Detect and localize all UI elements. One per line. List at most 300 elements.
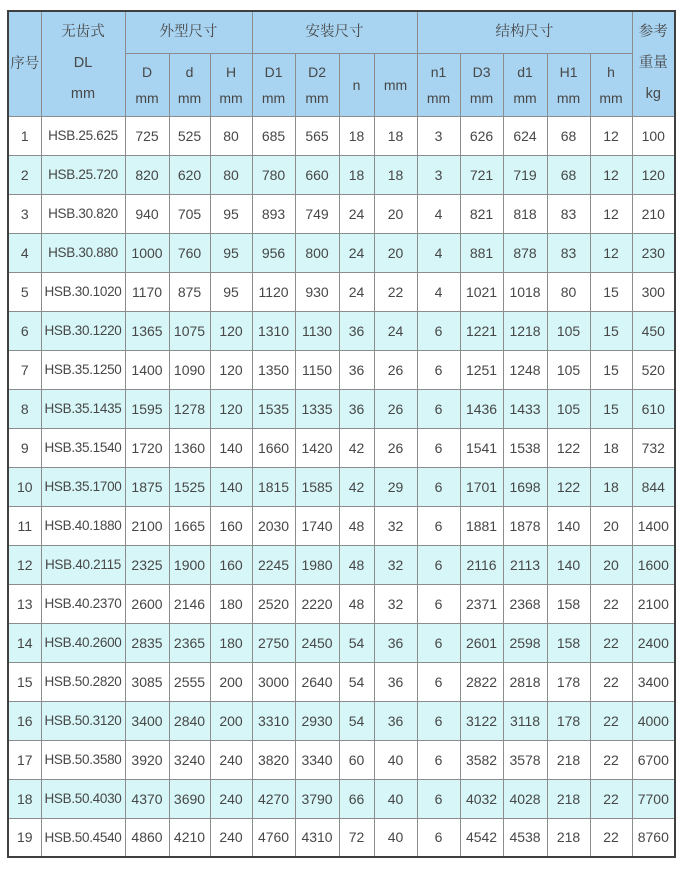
model-cell: HSB.50.4540 bbox=[41, 818, 125, 857]
value-cell: 1740 bbox=[295, 506, 339, 545]
value-cell: 32 bbox=[374, 584, 417, 623]
value-cell: 24 bbox=[339, 233, 374, 272]
value-cell: 4538 bbox=[503, 818, 547, 857]
header-subcell-label: D2 bbox=[308, 63, 326, 80]
serial-cell: 10 bbox=[8, 467, 41, 506]
serial-cell: 13 bbox=[8, 584, 41, 623]
value-cell: 800 bbox=[295, 233, 339, 272]
value-cell: 180 bbox=[210, 623, 252, 662]
value-cell: 3000 bbox=[252, 662, 295, 701]
value-cell: 120 bbox=[210, 389, 252, 428]
header-subcell-label: D1 bbox=[264, 63, 283, 80]
value-cell: 20 bbox=[590, 506, 632, 545]
value-cell: 525 bbox=[169, 116, 210, 155]
value-cell: 1875 bbox=[125, 467, 169, 506]
model-cell: HSB.25.625 bbox=[41, 116, 125, 155]
model-cell: HSB.25.720 bbox=[41, 155, 125, 194]
value-cell: 178 bbox=[547, 662, 590, 701]
value-cell: 48 bbox=[339, 545, 374, 584]
value-cell: 140 bbox=[547, 545, 590, 584]
header-subcell-install-D1 bbox=[252, 53, 295, 116]
value-cell: 705 bbox=[169, 194, 210, 233]
value-cell: 83 bbox=[547, 233, 590, 272]
header-subcell-label: n1 bbox=[430, 63, 447, 80]
value-cell: 1350 bbox=[252, 350, 295, 389]
value-cell: 36 bbox=[374, 623, 417, 662]
value-cell: 1420 bbox=[295, 428, 339, 467]
value-cell: 2818 bbox=[503, 662, 547, 701]
serial-cell: 18 bbox=[8, 779, 41, 818]
value-cell: 122 bbox=[547, 428, 590, 467]
value-cell: 18 bbox=[374, 155, 417, 194]
value-cell: 15 bbox=[590, 389, 632, 428]
header-subcell-label: mm bbox=[261, 89, 286, 106]
table-body bbox=[8, 116, 675, 857]
value-cell: 2598 bbox=[503, 623, 547, 662]
model-cell: HSB.50.4030 bbox=[41, 779, 125, 818]
value-cell: 95 bbox=[210, 194, 252, 233]
header-group-structure-dimensions: 结构尺寸 bbox=[417, 11, 632, 53]
value-cell: 2450 bbox=[295, 623, 339, 662]
serial-cell: 8 bbox=[8, 389, 41, 428]
value-cell: 160 bbox=[210, 545, 252, 584]
table-row bbox=[8, 545, 675, 584]
value-cell: 1701 bbox=[460, 467, 503, 506]
header-subcell-label: d bbox=[185, 63, 194, 80]
value-cell: 6 bbox=[417, 506, 460, 545]
serial-cell: 6 bbox=[8, 311, 41, 350]
value-cell: 140 bbox=[210, 428, 252, 467]
value-cell: 4860 bbox=[125, 818, 169, 857]
value-cell: 4 bbox=[417, 272, 460, 311]
value-cell: 2113 bbox=[503, 545, 547, 584]
serial-cell: 17 bbox=[8, 740, 41, 779]
value-cell: 29 bbox=[374, 467, 417, 506]
serial-cell: 3 bbox=[8, 194, 41, 233]
value-cell: 105 bbox=[547, 350, 590, 389]
value-cell: 120 bbox=[210, 311, 252, 350]
model-cell: HSB.35.1540 bbox=[41, 428, 125, 467]
value-cell: 3920 bbox=[125, 740, 169, 779]
value-cell: 36 bbox=[339, 311, 374, 350]
value-cell: 3690 bbox=[169, 779, 210, 818]
value-cell: 2146 bbox=[169, 584, 210, 623]
value-cell: 1436 bbox=[460, 389, 503, 428]
value-cell: 1021 bbox=[460, 272, 503, 311]
value-cell: 18 bbox=[339, 155, 374, 194]
header-label-model-type: 无齿式 bbox=[61, 24, 105, 41]
value-cell: 120 bbox=[210, 350, 252, 389]
value-cell: 6 bbox=[417, 623, 460, 662]
table-row bbox=[8, 467, 675, 506]
value-cell: 230 bbox=[632, 233, 675, 272]
header-subcell-label: mm bbox=[383, 76, 408, 93]
value-cell: 875 bbox=[169, 272, 210, 311]
value-cell: 1218 bbox=[503, 311, 547, 350]
value-cell: 624 bbox=[503, 116, 547, 155]
value-cell: 1120 bbox=[252, 272, 295, 311]
value-cell: 1150 bbox=[295, 350, 339, 389]
value-cell: 240 bbox=[210, 818, 252, 857]
value-cell: 3 bbox=[417, 155, 460, 194]
value-cell: 1525 bbox=[169, 467, 210, 506]
serial-cell: 7 bbox=[8, 350, 41, 389]
value-cell: 2835 bbox=[125, 623, 169, 662]
value-cell: 2100 bbox=[125, 506, 169, 545]
value-cell: 3 bbox=[417, 116, 460, 155]
value-cell: 100 bbox=[632, 116, 675, 155]
value-cell: 22 bbox=[374, 272, 417, 311]
model-cell: HSB.35.1250 bbox=[41, 350, 125, 389]
model-cell: HSB.50.2820 bbox=[41, 662, 125, 701]
value-cell: 4032 bbox=[460, 779, 503, 818]
value-cell: 6 bbox=[417, 467, 460, 506]
serial-cell: 15 bbox=[8, 662, 41, 701]
value-cell: 210 bbox=[632, 194, 675, 233]
table-row bbox=[8, 701, 675, 740]
value-cell: 1538 bbox=[503, 428, 547, 467]
serial-cell: 9 bbox=[8, 428, 41, 467]
value-cell: 2325 bbox=[125, 545, 169, 584]
value-cell: 1075 bbox=[169, 311, 210, 350]
value-cell: 24 bbox=[374, 311, 417, 350]
value-cell: 1278 bbox=[169, 389, 210, 428]
value-cell: 218 bbox=[547, 818, 590, 857]
value-cell: 22 bbox=[590, 623, 632, 662]
value-cell: 36 bbox=[339, 389, 374, 428]
model-cell: HSB.35.1700 bbox=[41, 467, 125, 506]
value-cell: 158 bbox=[547, 584, 590, 623]
value-cell: 3310 bbox=[252, 701, 295, 740]
value-cell: 6 bbox=[417, 701, 460, 740]
header-subcell-label: h bbox=[607, 63, 615, 80]
header-subcell-label: mm bbox=[219, 89, 243, 106]
value-cell: 820 bbox=[125, 155, 169, 194]
serial-cell: 1 bbox=[8, 116, 41, 155]
header-subcell-structure-h bbox=[590, 53, 632, 116]
value-cell: 1170 bbox=[125, 272, 169, 311]
value-cell: 2220 bbox=[295, 584, 339, 623]
value-cell: 818 bbox=[503, 194, 547, 233]
value-cell: 3400 bbox=[125, 701, 169, 740]
model-cell: HSB.30.820 bbox=[41, 194, 125, 233]
value-cell: 2030 bbox=[252, 506, 295, 545]
value-cell: 200 bbox=[210, 701, 252, 740]
value-cell: 4028 bbox=[503, 779, 547, 818]
value-cell: 1310 bbox=[252, 311, 295, 350]
value-cell: 1595 bbox=[125, 389, 169, 428]
header-subcell-outer-d bbox=[169, 53, 210, 116]
value-cell: 725 bbox=[125, 116, 169, 155]
value-cell: 749 bbox=[295, 194, 339, 233]
serial-cell: 16 bbox=[8, 701, 41, 740]
table-row bbox=[8, 818, 675, 857]
value-cell: 1980 bbox=[295, 545, 339, 584]
table-row bbox=[8, 584, 675, 623]
value-cell: 1433 bbox=[503, 389, 547, 428]
value-cell: 1400 bbox=[125, 350, 169, 389]
value-cell: 15 bbox=[590, 350, 632, 389]
value-cell: 200 bbox=[210, 662, 252, 701]
value-cell: 4760 bbox=[252, 818, 295, 857]
header-subcell-label: mm bbox=[135, 89, 159, 106]
header-label-weight-1: 参考 bbox=[638, 24, 668, 41]
value-cell: 450 bbox=[632, 311, 675, 350]
value-cell: 1090 bbox=[169, 350, 210, 389]
value-cell: 36 bbox=[374, 662, 417, 701]
header-cell-model bbox=[41, 11, 125, 116]
header-group-outer-dimensions: 外型尺寸 bbox=[125, 11, 252, 53]
value-cell: 180 bbox=[210, 584, 252, 623]
value-cell: 6 bbox=[417, 545, 460, 584]
header-subcell-outer-H bbox=[210, 53, 252, 116]
value-cell: 6 bbox=[417, 389, 460, 428]
model-cell: HSB.40.2370 bbox=[41, 584, 125, 623]
serial-cell: 2 bbox=[8, 155, 41, 194]
model-cell: HSB.30.1220 bbox=[41, 311, 125, 350]
value-cell: 1018 bbox=[503, 272, 547, 311]
value-cell: 20 bbox=[590, 545, 632, 584]
value-cell: 4542 bbox=[460, 818, 503, 857]
value-cell: 26 bbox=[374, 389, 417, 428]
serial-cell: 14 bbox=[8, 623, 41, 662]
value-cell: 3118 bbox=[503, 701, 547, 740]
value-cell: 780 bbox=[252, 155, 295, 194]
value-cell: 893 bbox=[252, 194, 295, 233]
value-cell: 4270 bbox=[252, 779, 295, 818]
header-subcell-structure-n1 bbox=[417, 53, 460, 116]
value-cell: 7700 bbox=[632, 779, 675, 818]
serial-cell: 4 bbox=[8, 233, 41, 272]
table-row bbox=[8, 779, 675, 818]
value-cell: 1541 bbox=[460, 428, 503, 467]
header-subcell-label: H bbox=[225, 63, 237, 80]
model-cell: HSB.40.1880 bbox=[41, 506, 125, 545]
value-cell: 54 bbox=[339, 623, 374, 662]
serial-cell: 12 bbox=[8, 545, 41, 584]
value-cell: 6 bbox=[417, 428, 460, 467]
header-subcell-label: D bbox=[141, 63, 153, 80]
table-row bbox=[8, 116, 675, 155]
value-cell: 1000 bbox=[125, 233, 169, 272]
value-cell: 2400 bbox=[632, 623, 675, 662]
value-cell: 178 bbox=[547, 701, 590, 740]
value-cell: 930 bbox=[295, 272, 339, 311]
value-cell: 20 bbox=[374, 194, 417, 233]
value-cell: 2600 bbox=[125, 584, 169, 623]
header-subcell-structure-H1 bbox=[547, 53, 590, 116]
header-subcell-label: D3 bbox=[472, 63, 491, 80]
value-cell: 95 bbox=[210, 272, 252, 311]
table-row bbox=[8, 155, 675, 194]
value-cell: 22 bbox=[590, 584, 632, 623]
value-cell: 3240 bbox=[169, 740, 210, 779]
value-cell: 26 bbox=[374, 350, 417, 389]
header-subcell-label: mm bbox=[513, 89, 537, 106]
value-cell: 72 bbox=[339, 818, 374, 857]
table-row bbox=[8, 194, 675, 233]
header-subcell-label: mm bbox=[599, 89, 623, 106]
value-cell: 565 bbox=[295, 116, 339, 155]
value-cell: 6 bbox=[417, 818, 460, 857]
value-cell: 68 bbox=[547, 116, 590, 155]
value-cell: 4310 bbox=[295, 818, 339, 857]
value-cell: 2245 bbox=[252, 545, 295, 584]
value-cell: 1585 bbox=[295, 467, 339, 506]
value-cell: 6 bbox=[417, 311, 460, 350]
value-cell: 26 bbox=[374, 428, 417, 467]
value-cell: 1221 bbox=[460, 311, 503, 350]
value-cell: 60 bbox=[339, 740, 374, 779]
value-cell: 218 bbox=[547, 740, 590, 779]
value-cell: 15 bbox=[590, 311, 632, 350]
value-cell: 140 bbox=[210, 467, 252, 506]
value-cell: 1665 bbox=[169, 506, 210, 545]
value-cell: 4 bbox=[417, 194, 460, 233]
value-cell: 1815 bbox=[252, 467, 295, 506]
header-subcell-label: mm bbox=[556, 89, 581, 106]
value-cell: 878 bbox=[503, 233, 547, 272]
value-cell: 158 bbox=[547, 623, 590, 662]
header-subcell-structure-d1 bbox=[503, 53, 547, 116]
value-cell: 520 bbox=[632, 350, 675, 389]
value-cell: 6 bbox=[417, 350, 460, 389]
value-cell: 36 bbox=[374, 701, 417, 740]
value-cell: 620 bbox=[169, 155, 210, 194]
value-cell: 940 bbox=[125, 194, 169, 233]
value-cell: 42 bbox=[339, 467, 374, 506]
value-cell: 80 bbox=[547, 272, 590, 311]
value-cell: 1251 bbox=[460, 350, 503, 389]
model-cell: HSB.50.3580 bbox=[41, 740, 125, 779]
header-subcell-install-mm bbox=[374, 53, 417, 116]
value-cell: 12 bbox=[590, 116, 632, 155]
value-cell: 32 bbox=[374, 545, 417, 584]
table-row bbox=[8, 350, 675, 389]
value-cell: 1698 bbox=[503, 467, 547, 506]
value-cell: 760 bbox=[169, 233, 210, 272]
value-cell: 95 bbox=[210, 233, 252, 272]
header-label-serial: 序号 bbox=[10, 55, 40, 72]
serial-cell: 19 bbox=[8, 818, 41, 857]
value-cell: 2368 bbox=[503, 584, 547, 623]
value-cell: 6 bbox=[417, 740, 460, 779]
header-subcell-label: mm bbox=[305, 89, 329, 106]
value-cell: 24 bbox=[339, 272, 374, 311]
serial-cell: 11 bbox=[8, 506, 41, 545]
value-cell: 685 bbox=[252, 116, 295, 155]
value-cell: 844 bbox=[632, 467, 675, 506]
value-cell: 3582 bbox=[460, 740, 503, 779]
value-cell: 18 bbox=[590, 428, 632, 467]
table-row bbox=[8, 740, 675, 779]
value-cell: 22 bbox=[590, 740, 632, 779]
model-cell: HSB.40.2600 bbox=[41, 623, 125, 662]
header-subcell-structure-D3 bbox=[460, 53, 503, 116]
table-row bbox=[8, 389, 675, 428]
value-cell: 12 bbox=[590, 194, 632, 233]
header-subcell-label: n bbox=[352, 76, 361, 93]
value-cell: 300 bbox=[632, 272, 675, 311]
value-cell: 4000 bbox=[632, 701, 675, 740]
value-cell: 1660 bbox=[252, 428, 295, 467]
table-row bbox=[8, 272, 675, 311]
table-row bbox=[8, 623, 675, 662]
spec-table bbox=[7, 10, 676, 858]
value-cell: 218 bbox=[547, 779, 590, 818]
value-cell: 18 bbox=[590, 467, 632, 506]
value-cell: 821 bbox=[460, 194, 503, 233]
table-row bbox=[8, 428, 675, 467]
value-cell: 18 bbox=[374, 116, 417, 155]
value-cell: 721 bbox=[460, 155, 503, 194]
value-cell: 2365 bbox=[169, 623, 210, 662]
header-subcell-label: d1 bbox=[517, 63, 533, 80]
model-cell: HSB.50.3120 bbox=[41, 701, 125, 740]
value-cell: 660 bbox=[295, 155, 339, 194]
value-cell: 956 bbox=[252, 233, 295, 272]
value-cell: 3790 bbox=[295, 779, 339, 818]
value-cell: 3578 bbox=[503, 740, 547, 779]
value-cell: 22 bbox=[590, 701, 632, 740]
value-cell: 2930 bbox=[295, 701, 339, 740]
value-cell: 881 bbox=[460, 233, 503, 272]
header-label-model-unit: mm bbox=[70, 86, 96, 103]
header-cell-serial bbox=[8, 11, 41, 116]
value-cell: 40 bbox=[374, 818, 417, 857]
value-cell: 1130 bbox=[295, 311, 339, 350]
value-cell: 20 bbox=[374, 233, 417, 272]
value-cell: 80 bbox=[210, 116, 252, 155]
value-cell: 105 bbox=[547, 311, 590, 350]
value-cell: 40 bbox=[374, 740, 417, 779]
value-cell: 1365 bbox=[125, 311, 169, 350]
value-cell: 2840 bbox=[169, 701, 210, 740]
header-subcell-outer-D bbox=[125, 53, 169, 116]
value-cell: 140 bbox=[547, 506, 590, 545]
value-cell: 40 bbox=[374, 779, 417, 818]
value-cell: 1360 bbox=[169, 428, 210, 467]
header-label-model-dl: DL bbox=[73, 55, 93, 72]
value-cell: 4 bbox=[417, 233, 460, 272]
table-header bbox=[8, 11, 675, 116]
value-cell: 4370 bbox=[125, 779, 169, 818]
value-cell: 1881 bbox=[460, 506, 503, 545]
header-group-row bbox=[8, 11, 675, 53]
table-row bbox=[8, 662, 675, 701]
value-cell: 48 bbox=[339, 506, 374, 545]
value-cell: 12 bbox=[590, 233, 632, 272]
value-cell: 6700 bbox=[632, 740, 675, 779]
value-cell: 2371 bbox=[460, 584, 503, 623]
header-cell-weight bbox=[632, 11, 675, 116]
value-cell: 8760 bbox=[632, 818, 675, 857]
model-cell: HSB.30.1020 bbox=[41, 272, 125, 311]
value-cell: 105 bbox=[547, 389, 590, 428]
value-cell: 160 bbox=[210, 506, 252, 545]
value-cell: 1248 bbox=[503, 350, 547, 389]
value-cell: 54 bbox=[339, 662, 374, 701]
value-cell: 2116 bbox=[460, 545, 503, 584]
value-cell: 3085 bbox=[125, 662, 169, 701]
value-cell: 2100 bbox=[632, 584, 675, 623]
value-cell: 22 bbox=[590, 662, 632, 701]
value-cell: 42 bbox=[339, 428, 374, 467]
value-cell: 6 bbox=[417, 662, 460, 701]
header-subcell-label: H1 bbox=[559, 63, 578, 80]
value-cell: 4210 bbox=[169, 818, 210, 857]
value-cell: 54 bbox=[339, 701, 374, 740]
